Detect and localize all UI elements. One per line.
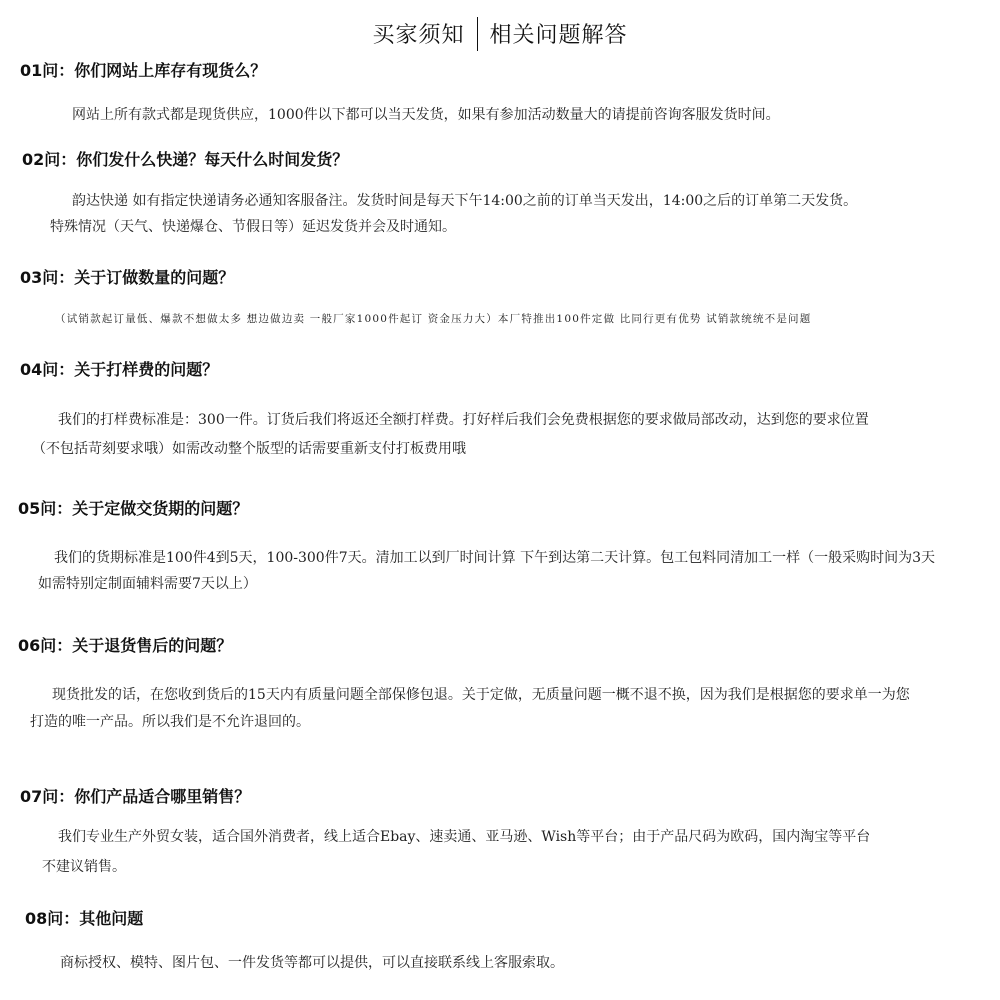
answer-02-line-2: 特殊情况（天气、快递爆仓、节假日等）延迟发货并会及时通知。	[50, 219, 456, 235]
answer-07-line-2: 不建议销售。	[42, 859, 126, 875]
question-01: 01问：你们网站上库存有现货么？	[20, 61, 267, 80]
title-right: 相关问题解答	[489, 23, 628, 48]
answer-01-line-1: 网站上所有款式都是现货供应，1000件以下都可以当天发货，如果有参加活动数量大的请提前咨询客服发货时间。	[72, 107, 780, 123]
title-divider	[477, 17, 478, 51]
question-03: 03问：关于订做数量的问题？	[20, 268, 235, 287]
question-06: 06问：关于退货售后的问题？	[18, 636, 233, 655]
answer-05-line-2: 如需特别定制面辅料需要7天以上）	[38, 576, 257, 592]
page-title	[0, 18, 1000, 53]
answer-02-line-1: 韵达快递 如有指定快递请务必通知客服备注。发货时间是每天下午14:00之前的订单当天发出，14:00之后的订单第二天发货。	[72, 193, 858, 209]
answer-08-line-1: 商标授权、模特、图片包、一件发货等都可以提供，可以直接联系线上客服索取。	[60, 955, 564, 971]
question-05: 05问：关于定做交货期的问题？	[18, 499, 249, 518]
answer-05-line-1: 我们的货期标准是100件4到5天，100-300件7天。清加工以到厂时间计算 下午到达第二天计算。包工包料同清加工一样（一般采购时间为3天	[54, 550, 935, 566]
answer-04-line-1: 我们的打样费标准是：300一件。订货后我们将返还全额打样费。打好样后我们会免费根据您的要求做局部改动，达到您的要求位置	[58, 412, 869, 428]
question-02: 02问：你们发什么快递？每天什么时间发货？	[22, 150, 349, 169]
title-left: 买家须知	[372, 23, 465, 48]
question-08: 08问：其他问题	[25, 909, 144, 928]
answer-06-line-1: 现货批发的话，在您收到货后的15天内有质量问题全部保修包退。关于定做，无质量问题一概不退不换，因为我们是根据您的要求单一为您	[52, 687, 910, 703]
answer-04-line-2: （不包括苛刻要求哦）如需改动整个版型的话需要重新支付打板费用哦	[32, 441, 466, 457]
answer-07-line-1: 我们专业生产外贸女装，适合国外消费者，线上适合Ebay、速卖通、亚马逊、Wish等平台；由于产品尺码为欧码，国内淘宝等平台	[58, 829, 871, 845]
answer-03-line-1: （试销款起订量低、爆款不想做太多 想边做边卖 一般厂家1000件起订 资金压力大）本厂特推出100件定做 比同行更有优势 试销款统统不是问题	[55, 313, 812, 325]
answer-06-line-2: 打造的唯一产品。所以我们是不允许退回的。	[30, 714, 310, 730]
question-04: 04问：关于打样费的问题？	[20, 360, 219, 379]
question-07: 07问：你们产品适合哪里销售？	[20, 787, 251, 806]
